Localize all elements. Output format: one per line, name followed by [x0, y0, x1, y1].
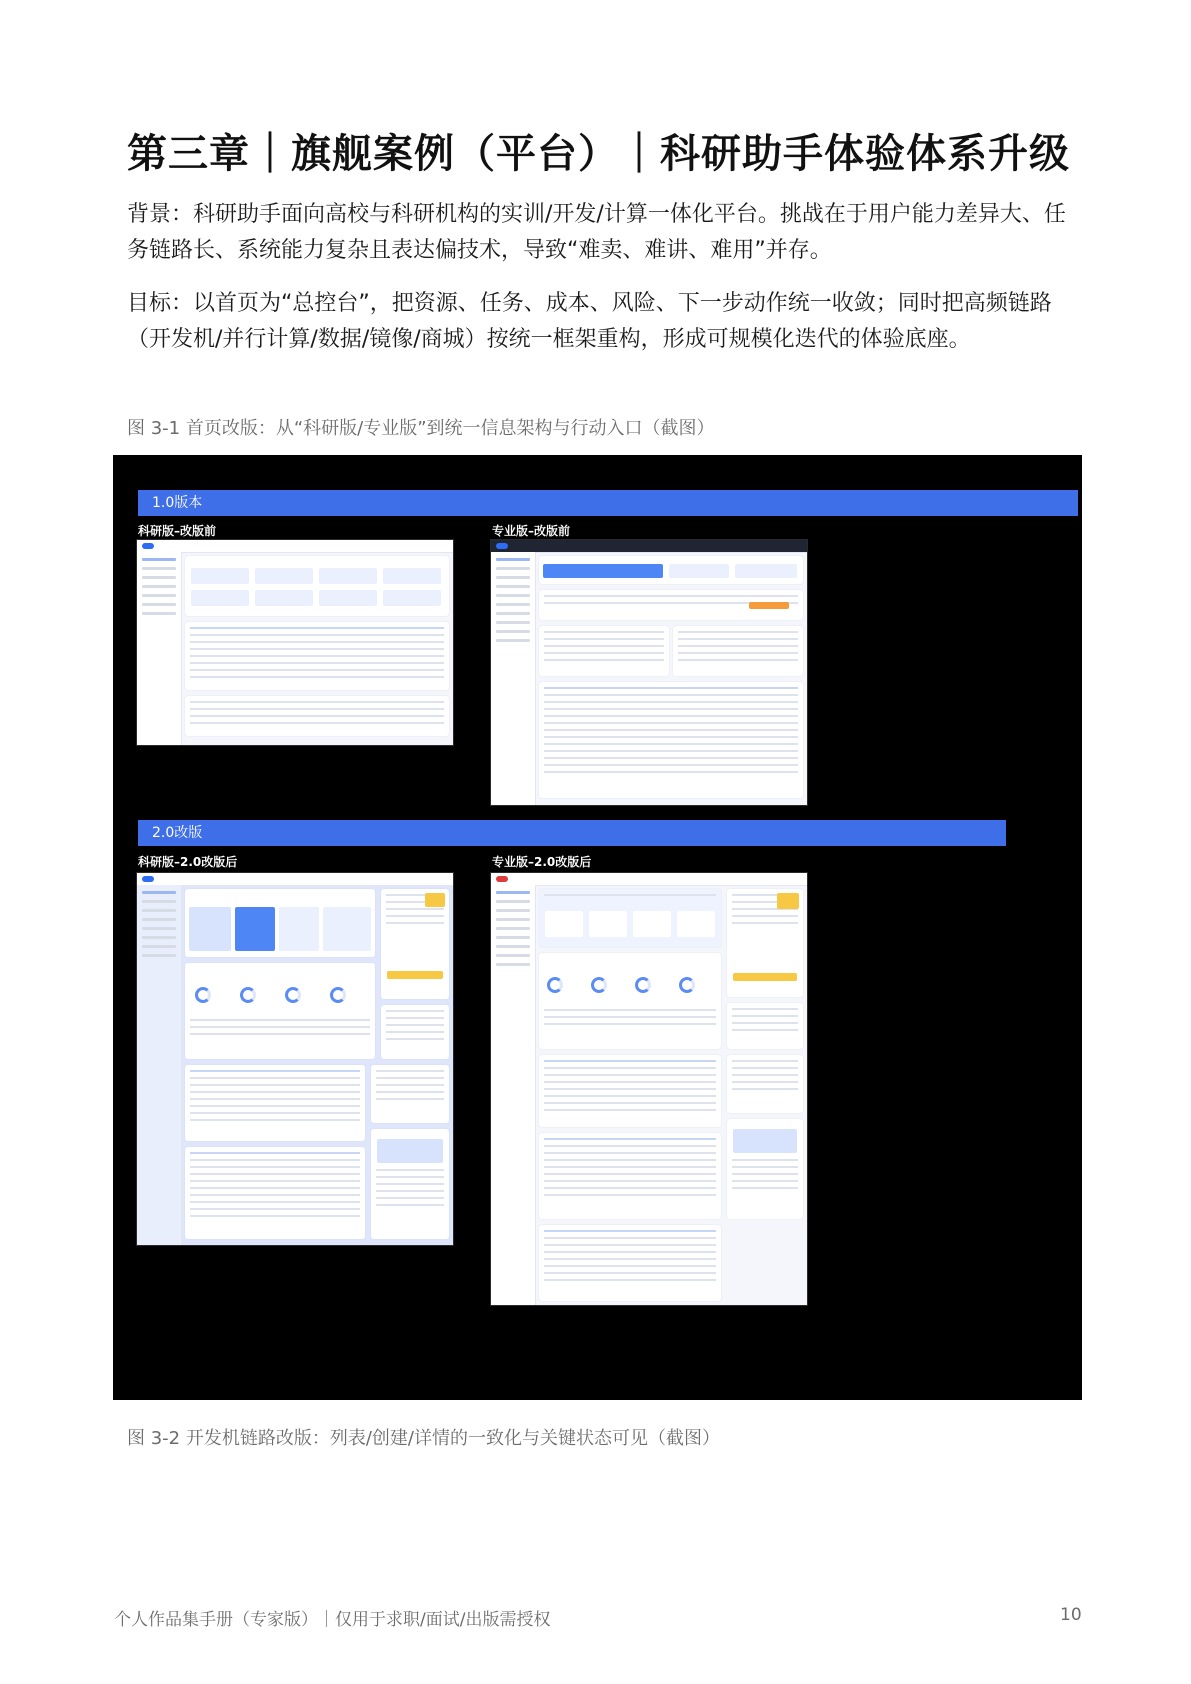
logo-icon — [142, 876, 154, 882]
label-pro-after: 专业版–2.0改版后 — [492, 855, 592, 869]
pro-before-window — [490, 539, 808, 806]
version-1-bar: 1.0版本 — [138, 490, 1078, 516]
label-research-after: 科研版–2.0改版后 — [138, 855, 238, 869]
pro-after-window — [490, 872, 808, 1306]
logo-icon — [496, 543, 508, 549]
homepage-redesign-screenshot — [113, 455, 1082, 1400]
version-2-bar: 2.0改版 — [138, 820, 1006, 846]
label-pro-before: 专业版–改版前 — [492, 524, 571, 538]
background-paragraph: 背景：科研助手面向高校与科研机构的实训/开发/计算一体化平台。挑战在于用户能力差异大、任务链路长、系统能力复杂且表达偏技术，导致“难卖、难讲、难用”并存。 — [127, 202, 1066, 263]
page-number: 10 — [1060, 1605, 1082, 1625]
logo-icon — [496, 876, 508, 882]
figure-caption-1: 图 3-1 首页改版：从“科研版/专业版”到统一信息架构与行动入口（截图） — [127, 418, 715, 439]
research-after-window — [136, 872, 454, 1246]
footer-text: 个人作品集手册（专家版）｜仅用于求职/面试/出版需授权 — [114, 1610, 551, 1630]
logo-icon — [142, 543, 154, 549]
goal-paragraph: 目标：以首页为“总控台”，把资源、任务、成本、风险、下一步动作统一收敛；同时把高频链路（开发机/并行计算/数据/镜像/商城）按统一框架重构，形成可规模化迭代的体验底座。 — [127, 291, 1052, 352]
label-research-before: 科研版–改版前 — [138, 524, 217, 538]
research-before-window — [136, 539, 454, 746]
figure-caption-2: 图 3-2 开发机链路改版：列表/创建/详情的一致化与关键状态可见（截图） — [127, 1428, 720, 1449]
page-title: 第三章｜旗舰案例（平台）｜科研助手体验体系升级 — [127, 131, 1070, 177]
